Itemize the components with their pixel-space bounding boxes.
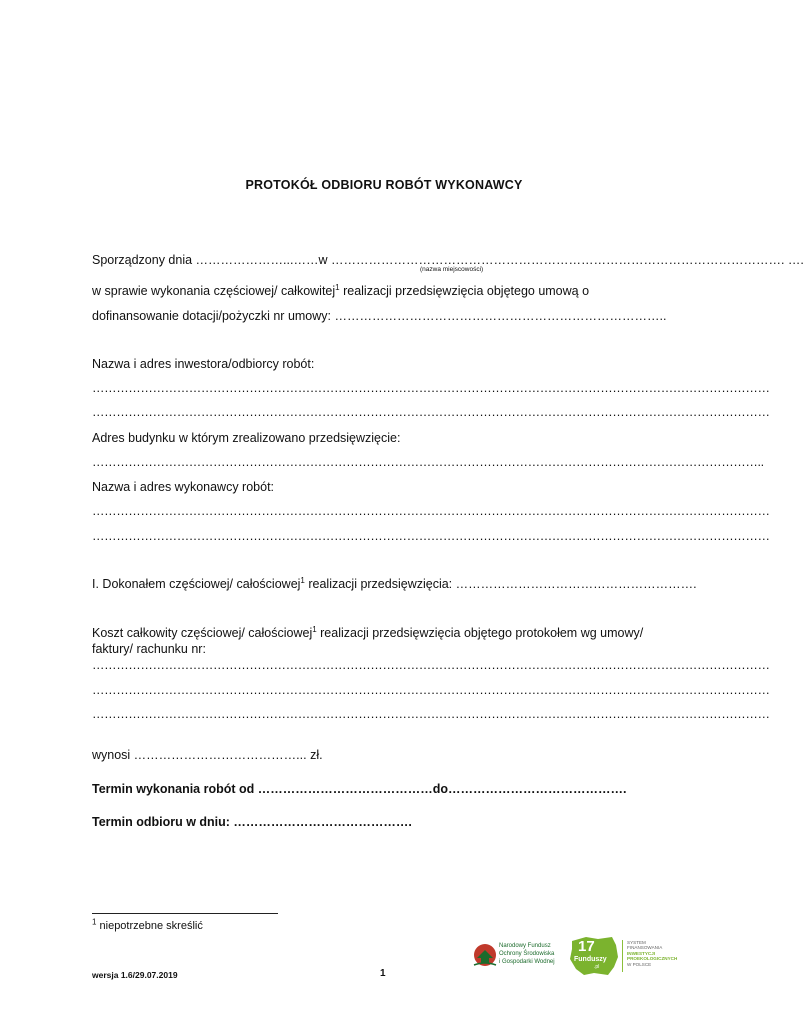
investor-fill-line-2: …………………………………………………………………………………………………………………………………………………… — [92, 405, 770, 419]
cost-line-2: faktury/ rachunku nr: — [92, 642, 206, 656]
logo-17-number: 17 — [578, 938, 595, 955]
system-line-2: FINANSOWANIA — [627, 945, 663, 951]
page-number: 1 — [380, 968, 386, 979]
logo-17-text: Funduszy — [574, 956, 607, 963]
scope-line — [92, 284, 589, 298]
footnote-number: 1 — [92, 917, 97, 927]
footnote-text: niepotrzebne skreślić — [96, 920, 203, 932]
cost-line — [92, 626, 643, 640]
scope-text-b: realizacji przedsięwzięcia objętego umową o — [339, 284, 590, 298]
document-title: PROTOKÓŁ ODBIORU ROBÓT WYKONAWCY — [245, 178, 523, 192]
footnote-ref: 1 — [300, 575, 305, 585]
amount-line: wynosi …………………………………... zł. — [92, 748, 323, 762]
completion-text-b: realizacji przedsięwzięcia: …………………………………………………. — [304, 577, 697, 591]
system-line-5: W POLSCE — [627, 961, 652, 967]
cost-text-b: realizacji przedsięwzięcia objętego protokołem wg umowy/ — [316, 626, 644, 640]
nfosigw-logo — [471, 939, 561, 973]
logo-17-domain: .pl — [594, 964, 600, 970]
system-line-3: INWESTYCJI — [627, 950, 656, 956]
date-place-line: Sporządzony dnia …………………...……w ………………………………………………………………………………………………. …. — [92, 253, 804, 267]
cost-fill-line-1: …………………………………………………………………………………………………………………………………………………… — [92, 658, 770, 672]
building-fill-line: ………………………………………………………………………………………………………………………………………………….. — [92, 455, 764, 469]
contractor-label: Nazwa i adres wykonawcy robót: — [92, 480, 275, 494]
nfosigw-emblem-icon — [471, 941, 499, 969]
nfosigw-text — [499, 942, 555, 966]
completion-text-a: I. Dokonałem częściowej/ całościowej — [92, 577, 301, 591]
cost-text-a: Koszt całkowity częściowej/ całościowej — [92, 626, 313, 640]
17-funduszy-logo — [568, 935, 620, 977]
cost-fill-line-3: …………………………………………………………………………………………………………………………………………………… — [92, 707, 770, 721]
nfosigw-line-1: Narodowy Fundusz — [499, 943, 551, 949]
footnote-ref: 1 — [312, 624, 317, 634]
contractor-fill-line-1: …………………………………………………………………………………………………………………………………………………… — [92, 504, 770, 518]
investor-fill-line-1: …………………………………………………………………………………………………………………………………………………… — [92, 381, 770, 395]
system-finansowania-logo — [622, 940, 687, 972]
footnote — [92, 917, 203, 932]
nfosigw-line-3: i Gospodarki Wodnej — [499, 959, 555, 965]
work-term-line: Termin wykonania robót od ……………………………………do……………………………………. — [92, 782, 627, 796]
footnote-ref: 1 — [335, 282, 340, 292]
agreement-number-line: dofinansowanie dotacji/pożyczki nr umowy: …………………………………………………………………….. — [92, 309, 667, 323]
nfosigw-line-2: Ochrony Środowiska — [499, 951, 555, 957]
version-label: wersja 1.6/29.07.2019 — [92, 970, 178, 980]
completion-line — [92, 577, 697, 591]
footnote-separator — [92, 913, 278, 914]
place-caption: (nazwa miejscowości) — [420, 266, 484, 273]
system-line-4: PROEKOLOGICZNYCH — [627, 956, 678, 962]
contractor-fill-line-2: …………………………………………………………………………………………………………………………………………………… — [92, 529, 770, 543]
scope-text-a: w sprawie wykonania częściowej/ całkowitej — [92, 284, 336, 298]
system-line-1: SYSTEM — [627, 940, 646, 945]
cost-fill-line-2: …………………………………………………………………………………………………………………………………………………… — [92, 683, 770, 697]
investor-label: Nazwa i adres inwestora/odbiorcy robót: — [92, 357, 315, 371]
building-label: Adres budynku w którym zrealizowano przedsięwzięcie: — [92, 431, 401, 445]
acceptance-term-line: Termin odbioru w dniu: ……………………………………. — [92, 815, 412, 829]
